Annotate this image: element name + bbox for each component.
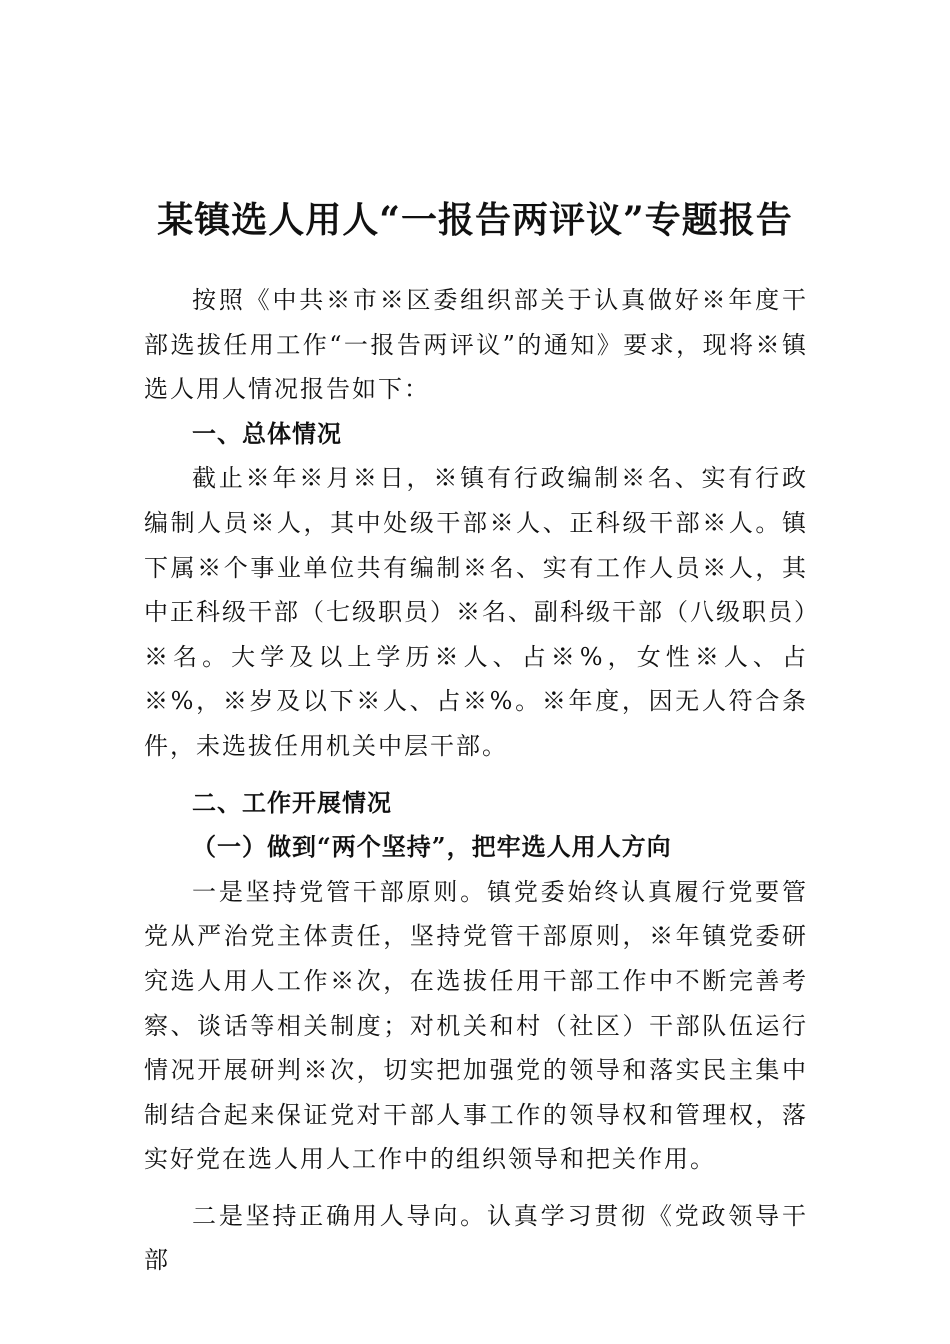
section-heading-overview: 一、总体情况 (192, 419, 342, 448)
section-heading-work: 二、工作开展情况 (192, 788, 392, 817)
intro-paragraph: 按照《中共※市※区委组织部关于认真做好※年度干部选拔任用工作“一报告两评议”的通知》要求，现将※镇选人用人情况报告如下： (144, 286, 808, 404)
document-title: 某镇选人用人“一报告两评议”专题报告 (157, 199, 793, 242)
overview-paragraph: 截止※年※月※日，※镇有行政编制※名、实有行政编制人员※人，其中处级干部※人、正科级干部※人。镇下属※个事业单位共有编制※名、实有工作人员※人，其中正科级干部（七级职员）※名、副科级干部（八级职员）※名。大学及以上学历※人、占※%，女性※人、占※%，※岁及以下※人、占※%。※年度，因无人符合条件，未选拔任用机关中层干部。 (144, 464, 808, 760)
point-one-paragraph: 一是坚持党管干部原则。镇党委始终认真履行党要管党从严治党主体责任，坚持党管干部原则，※年镇党委研究选人用人工作※次，在选拔任用干部工作中不断完善考察、谈话等相关制度；对机关和村（社区）干部队伍运行情况开展研判※次，切实把加强党的领导和落实民主集中制结合起来保证党对干部人事工作的领导权和管理权，落实好党在选人用人工作中的组织领导和把关作用。 (144, 877, 808, 1174)
point-two-paragraph: 二是坚持正确用人导向。认真学习贯彻《党政领导干部 (144, 1201, 808, 1275)
subsection-heading-two-adherences: （一）做到“两个坚持”，把牢选人用人方向 (192, 832, 672, 862)
document-body (144, 278, 808, 1283)
